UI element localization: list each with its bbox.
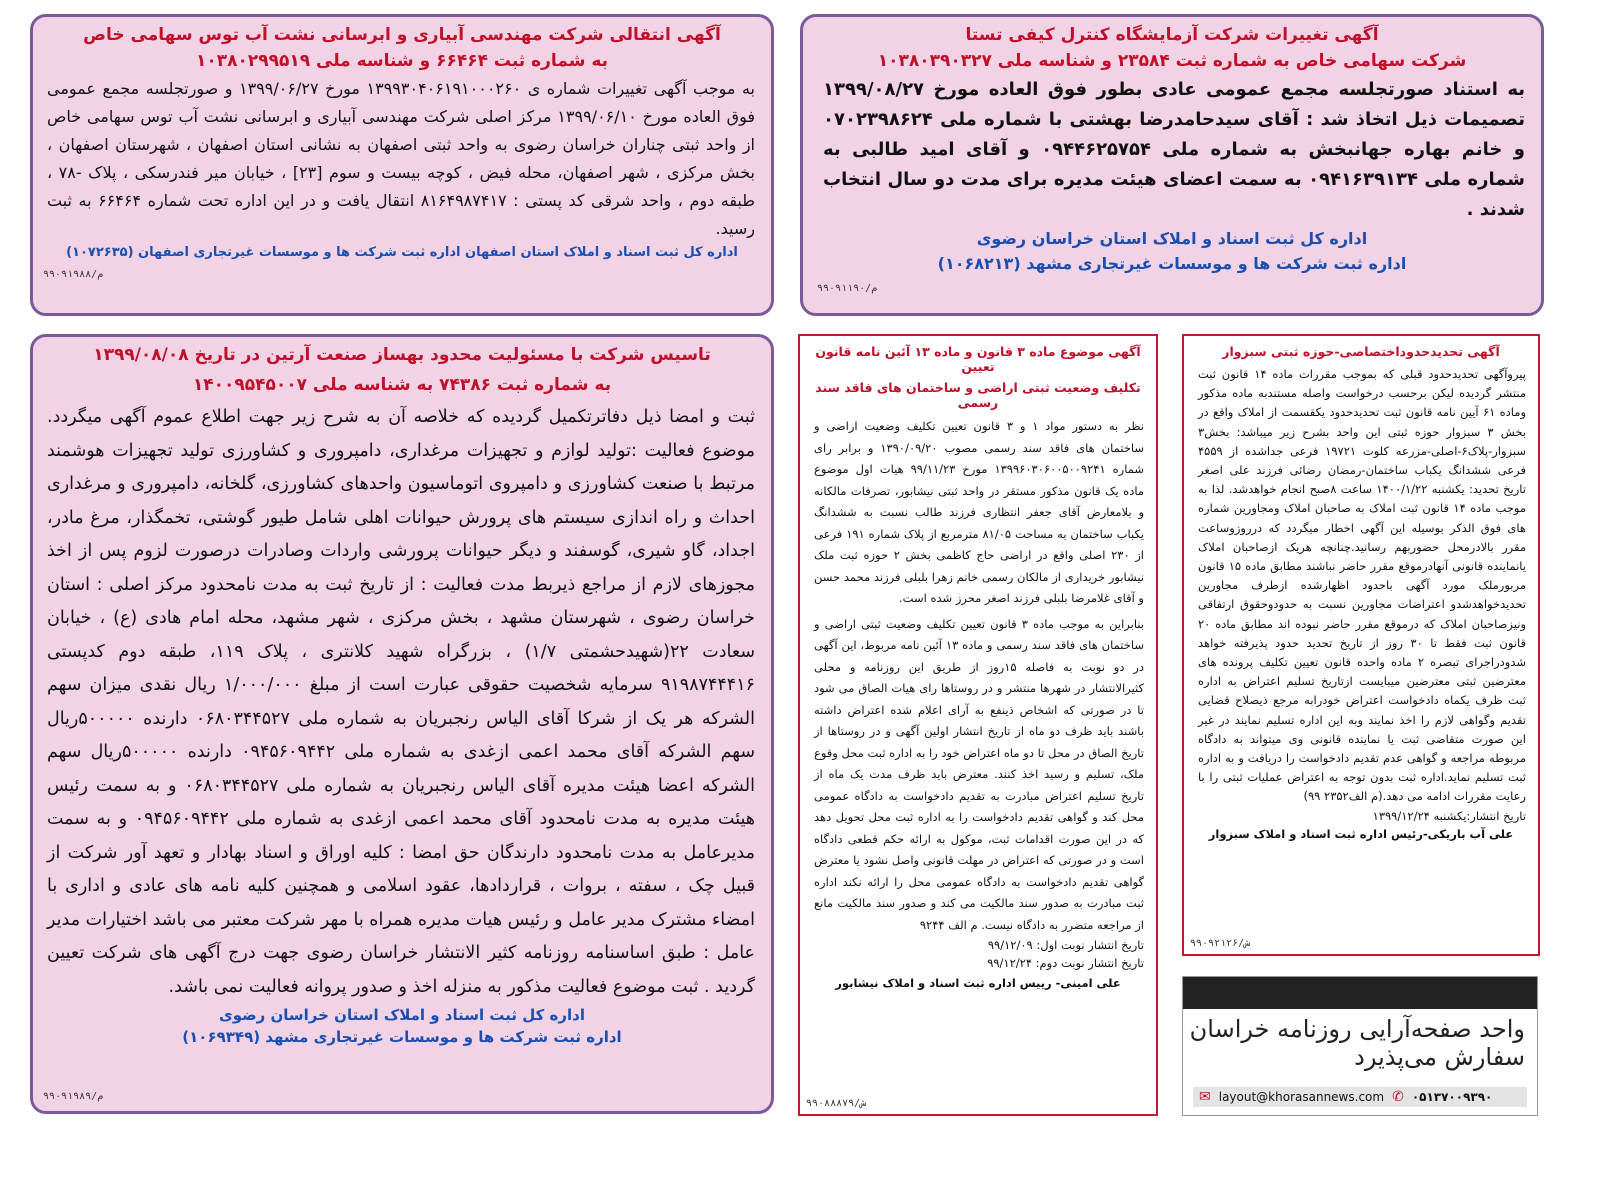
- promo-phone: ۰۵۱۳۷۰۰۹۳۹۰: [1411, 1090, 1493, 1104]
- ad-title: آگهی موضوع ماده ۳ قانون و ماده ۱۳ آئین نامه قانون تعیین: [815, 344, 1141, 374]
- ad-body: به موجب آگهی تغییرات شماره ی ۱۳۹۹۳۰۴۰۶۱۹۱۰۰۰۲۶۰ مورخ ۱۳۹۹/۰۶/۲۷ و صورتجلسه مجمع عمومی فوق العاده مورخ ۱۳۹۹/۰۶/۱۰ مرکز اصلی شرکت مهندسی آبیاری و ابرسانی نشت آب توس سهامی خاص از واحد ثبتی چناران خراسان رضوی به واحد ثبتی اصفهان به نشانی استان اصفهان ، شهرستان اصفهان ، بخش مرکزی ، شهر اصفهان، محله فیض ، کوچه بیست و سوم [۲۳] ، خیابان میر فندرسکی ، پلاک -۷۸ ، طبقه دوم ، واحد شرقی کد پستی : ۸۱۶۴۹۸۷۴۱۷ انتقال یافت و در این اداره تحت شماره ۶۶۴۶۴ به ثبت رسید.: [47, 79, 756, 238]
- ad-body: پیروآگهی تحدیدحدود قبلی که بموجب مقررات ماده ۱۴ قانون ثبت منتشر گردیده لیکن برحسب درخواست واصله مستندبه ماده مذکور وماده ۶۱ آیین نامه قانون ثبت تحدیدحدود یکقسمت از املاک واقع در بخش ۳ سبزوار حوزه ثبتی این واحد بشرح زیر میباشد: بخش۳ سبزوار-پلاک۶-اصلی-مزرعه کلوت ۱۹۷۲۱ فرعی جداشده از ۴۵۵۹ فرعی ششدانگ یکباب ساختمان-رمضان رضائی فرزند علی اصغر تاریخ تحدید: یکشنبه ۱۴۰۰/۱/۲۲ ساعت ۸صبح انجام خواهدشد. لذا به موجب ماده ۱۴ قانون ثبت املاک به صاحبان املاک ومجاورین شماره های فوق الذکر بوسیله این آگهی اخطار میگردد که درروزوساعت مقرر بالادرمحل حضوربهم رسانید.چنانچه هریک ازصاحبان املاک یانماینده قانونی آنهادرموقع مقرر حاضر نباشند مطابق ماده ۱۵ قانون مربورملک مورد آگهی باحدود اظهارشده ازطرف مجاورین تحدیدخواهدشدو اعتراضات مجاورین نسبت به حدودوحقوق ارتفاقی ونیزصاحبان املاک که درموقع مقرر حاضر نبوده اند مطابق ماده ۲۰ قانون ثبت فقط تا ۳۰ روز از تاریخ تحدید حدود پذیرفته خواهد شدودراجرای تبصره ۲ ماده واحده قانون تعیین تکلیف پرونده های معترضین ثبتی معترضین میبایست ازتاریخ تسلیم اعتراض به اداره ثبت ظرف یکماه دادخواست اعتراض خودرابه مرجع ذیصلاح قضایی تقدیم وگواهی لازم را اخذ نمایند وبه این اداره تسلیم نمایند در غیر این صورت متقاضی ثبت یا نماینده قانونی وی میتواند به دادگاه مربوطه مراجعه و گواهی عدم تقدیم دادخواست را دریافت و به اداره ثبت تسلیم نماید.اداره ثبت بدون توجه به اعتراض عملیات ثبتی را با رعایت مقررات ادامه می دهد.(م الف۲۳۵۲ ۹۹): [1198, 367, 1527, 804]
- phone-icon: ✆: [1392, 1089, 1404, 1105]
- ad-body-2: بنابراین به موجب ماده ۳ قانون تعیین تکلیف وضعیت ثبتی اراضی و ساختمان های فاقد سند رسمی و ماده ۱۳ آئین نامه مربوط، این آگهی در دو نوبت به فاصله ۱۵روز از طریق این روزنامه و محلی کثیرالانتشار در شهرها منتشر و در روستاها رای هیات الصاق می شود تا در صورتی که اشخاص ذینفع به آرای اعلام شده اعتراض داشته باشند باید ظرف دو ماه از تاریخ انتشار اولین آگهی و در روستاها از تاریخ الصاق در محل تا دو ماه اعتراض خود را به اداره ثبت محل وقوع ملک، تسلیم و رسید اخذ کنند. معترض باید ظرف مدت یک ماه از تاریخ تسلیم اعتراض مبادرت به تقدیم دادخواست به دادگاه عمومی محل کند و گواهی تقدیم دادخواست را به اداره ثبت محل تحویل دهد که در این صورت اقدامات ثبت، موکول به ارائه حکم قطعی دادگاه است و در صورتی که اعتراض در مهلت قانونی واصل نشود یا معترض گواهی تقدیم دادخواست به دادگاه عمومی محل را ارائه نکند اداره ثبت مبادرت به صدور سند مالکیت می کند و صدور سند مالکیت مانع از مراجعه متضرر به دادگاه نیست. م الف ۹۲۴۴: [814, 616, 1145, 932]
- ad-code: م/۹۹۰۹۱۹۸۸: [43, 269, 104, 280]
- promo-line-2: سفارش می‌پذیرد: [1354, 1043, 1525, 1071]
- ad-company-founding: [30, 334, 774, 1114]
- ad-code: ش/۹۹۰۸۸۸۷۹: [806, 1098, 867, 1109]
- ad-body: به استناد صورتجلسه مجمع عمومی عادی بطور فوق العاده مورخ ۱۳۹۹/۰۸/۲۷ تصمیمات ذیل اتخاذ شد : آقای سیدحامدرضا بهشتی با شماره ملی ۰۷۰۲۳۹۸۶۲۴ و خانم بهاره جهانبخش به شماره ملی ۰۹۴۴۶۲۵۷۵۴ و آقای امید طالبی به شماره ملی ۰۹۴۱۶۳۹۱۳۴ به سمت اعضای هیئت مدیره برای مدت دو سال انتخاب شدند .: [823, 79, 1525, 220]
- mail-icon: ✉: [1199, 1089, 1211, 1105]
- ad-boundary-notice: [1182, 334, 1540, 956]
- ad-subtitle: شرکت سهامی خاص به شماره ثبت ۲۳۵۸۴ و شناسه ملی ۱۰۳۸۰۳۹۰۳۲۷: [877, 51, 1467, 71]
- ad-land-status: [798, 334, 1158, 1116]
- promo-contact-row: [1193, 1087, 1527, 1107]
- ad-signature: اداره کل ثبت اسناد و املاک استان اصفهان اداره ثبت شرکت ها و موسسات غیرتجاری اصفهان (۱۰۷۲۶۳۵): [66, 245, 738, 260]
- ad-signature-1: اداره کل ثبت اسناد و املاک استان خراسان رضوی: [218, 1006, 586, 1024]
- promo-header-bar: [1183, 977, 1537, 1009]
- ad-subtitle: تکلیف وضعیت ثبتی اراضی و ساختمان های فاقد سند رسمی: [815, 380, 1141, 410]
- ad-signature-1: اداره کل ثبت اسناد و املاک استان خراسان رضوی: [976, 229, 1368, 248]
- ad-signature-2: اداره ثبت شرکت ها و موسسات غیرتجاری مشهد (۱۰۶۸۲۱۳): [937, 254, 1407, 273]
- ad-title: آگهی انتقالی شرکت مهندسی آبیاری و ابرسانی نشت آب توس سهامی خاص: [83, 25, 721, 45]
- ad-date-2: تاریخ انتشار نوبت دوم: ۹۹/۱۲/۲۴: [987, 956, 1144, 970]
- ad-subtitle: به شماره ثبت ۶۶۴۶۴ و شناسه ملی ۱۰۳۸۰۲۹۹۵۱۹: [195, 51, 609, 71]
- ad-body: ثبت و امضا ذیل دفاترتکمیل گردیده که خلاصه آن به شرح زیر جهت اطلاع عموم آگهی میگردد. موضوع فعالیت :تولید لوازم و تجهیزات مرغداری، دامپروری و کشاورزی تولید تجهیزات هوشمند مرتبط با صنعت کشاورزی و دامپروی اتوماسیون واحدهای کشاورزی، گلخانه، دامپروری و مرغداری احداث و راه اندازی سیستم های پرورش حیوانات اهلی شامل طیور گوشتی، تخمگذار، مرغ مادر، اجداد، گاو شیری، گوسفند و دیگر حیوانات پرورشی واردات وصادرات درصورت لزوم پس از اخذ مجوزهای لازم از مراجع ذیربط مدت فعالیت : از تاریخ ثبت به مدت نامحدود مرکز اصلی : استان خراسان رضوی ، شهرستان مشهد ، بخش مرکزی ، شهر مشهد، محله امام هادی (ع) ، خیابان سعادت ۲۲(شهیدحشمتی ۱/۷) ، بزرگراه شهید کلانتری ، پلاک ۱۱۹، طبقه دوم کدپستی ۹۱۹۸۷۴۴۴۱۶ سرمایه شخصیت حقوقی عبارت است از مبلغ ۱/۰۰۰/۰۰۰ ریال نقدی میزان سهم الشرکه هر یک از شرکا آقای الیاس رنجبریان به شماره ملی ۰۶۸۰۳۴۴۵۲۷ دارنده ۵۰۰۰۰۰ریال سهم الشرکه آقای محمد اعمی ازغدی به شماره ملی ۰۹۴۵۶۰۹۴۴۲ دارنده ۵۰۰۰۰۰ریال سهم الشرکه اعضا هیئت مدیره آقای الیاس رنجبریان به شماره ملی ۰۶۸۰۳۴۴۵۲۷ و به سمت رئیس هیئت مدیره به مدت نامحدود آقای محمد اعمی ازغدی به شماره ملی ۰۹۴۵۶۰۹۴۴۲ و به سمت مدیرعامل به مدت نامحدود دارندگان حق امضا : کلیه اوراق و اسناد بهادار و تعهد آور شرکت از قبیل چک ، سفته ، بروات ، قراردادها، عقود اسلامی و همچنین کلیه نامه های عادی و اداری با امضاء مشترک مدیر عامل و رئیس هیات مدیره همراه با مهر شرکت معتبر می باشد اختیارات مدیر عامل : طبق اساسنامه روزنامه کثیر الانتشار خراسان رضوی جهت درج آگهی های شرکت تعیین گردید . ثبت موضوع فعالیت مذکور به منزله اخذ و صدور پروانه فعالیت نمی باشد.: [47, 407, 756, 997]
- ad-signature-2: اداره ثبت شرکت ها و موسسات غیرتجاری مشهد (۱۰۶۹۳۴۹): [182, 1028, 622, 1046]
- ad-date: تاریخ انتشار:یکشنبه ۱۳۹۹/۱۲/۲۴: [1372, 808, 1526, 823]
- ad-code: ش/۹۹۰۹۲۱۲۶: [1190, 938, 1251, 949]
- ad-code: م/۹۹۰۹۱۱۹۰: [817, 283, 878, 294]
- ad-changes-notice: [800, 14, 1544, 316]
- ad-title: آگهی تغییرات شرکت آزمایشگاه کنترل کیفی تستا: [965, 25, 1379, 45]
- promo-box: [1182, 976, 1538, 1116]
- promo-email[interactable]: layout@khorasannews.com: [1218, 1090, 1385, 1104]
- ad-date-1: تاریخ انتشار نوبت اول: ۹۹/۱۲/۰۹: [987, 938, 1144, 952]
- ad-signature: علی آب باریکی-رئیس اداره ثبت اسناد و املاک سبزوار: [1208, 826, 1514, 841]
- ad-title: آگهی تحدیدحدوداختصاصی-حوزه ثبتی سبزوار: [1222, 344, 1500, 359]
- ad-title: تاسیس شرکت با مسئولیت محدود بهساز صنعت آرتین در تاریخ ۱۳۹۹/۰۸/۰۸: [93, 345, 711, 365]
- promo-line-1: واحد صفحه‌آرایی روزنامه خراسان: [1189, 1015, 1525, 1043]
- ad-signature: علی امینی- رییس اداره ثبت اسناد و املاک نیشابور: [835, 976, 1121, 990]
- ad-subtitle: به شماره ثبت ۷۴۳۸۶ به شناسه ملی ۱۴۰۰۹۵۴۵۰۰۷: [192, 375, 612, 395]
- ad-body: نظر به دستور مواد ۱ و ۳ قانون تعیین تکلیف وضعیت اراضی و ساختمان های فاقد سند رسمی مصوب ۱۳۹۰/۰۹/۲۰ و برابر رای شماره ۱۳۹۹۶۰۳۰۶۰۰۵۰۰۹۲۴۱ مورخ ۹۹/۱۱/۲۳ هیات اول موضوع ماده یک قانون مذکور مستقر در واحد ثبتی نیشابور، تصرفات مالکانه و بلامعارض آقای جعفر انتظاری فرزند طالب نسبت به ششدانگ یکباب ساختمان به مساحت ۸۱/۰۵ مترمربع از پلاک شماره ۱۹۱ فرعی از ۲۳۰ اصلی واقع در اراضی حاج کاظمی بخش ۲ حوزه ثبت ملک نیشابور خریداری از مالکان رسمی خانم زهرا بلبلی فرزند محمد حسن و آقای غلامرضا بلبلی فرزند اصغر محرز شده است.: [814, 419, 1144, 605]
- ad-code: م/۹۹۰۹۱۹۸۹: [43, 1091, 104, 1102]
- ad-transfer-notice: [30, 14, 774, 316]
